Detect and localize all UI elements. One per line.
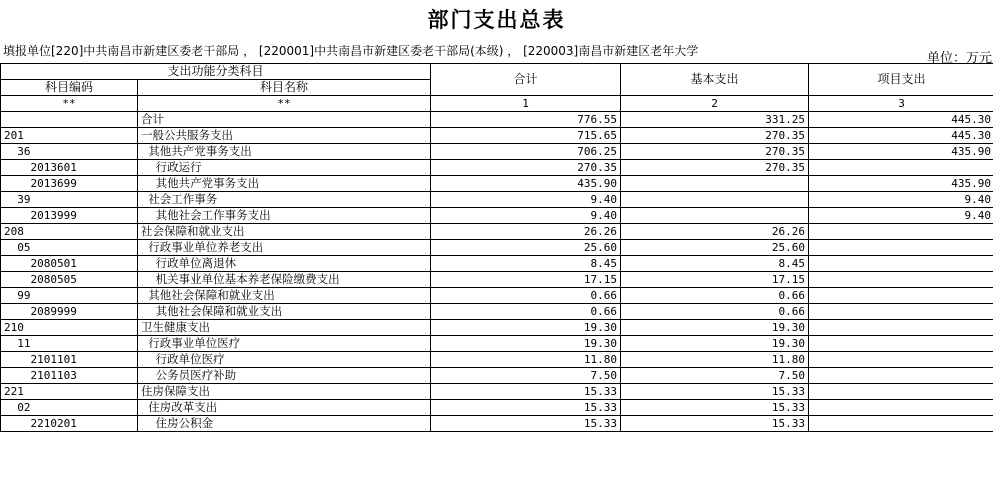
cell-code: 2210201 bbox=[1, 416, 138, 432]
cell-project: 445.30 bbox=[809, 112, 993, 128]
cell-name: 其他社会保障和就业支出 bbox=[138, 304, 431, 320]
cell-total: 270.35 bbox=[431, 160, 621, 176]
cell-code: 208 bbox=[1, 224, 138, 240]
cell-code: 36 bbox=[1, 144, 138, 160]
cell-total: 19.30 bbox=[431, 336, 621, 352]
cell-basic: 331.25 bbox=[621, 112, 809, 128]
cell-name: 公务员医疗补助 bbox=[138, 368, 431, 384]
cell-project: 435.90 bbox=[809, 144, 993, 160]
cell-basic: 25.60 bbox=[621, 240, 809, 256]
cell-total: 15.33 bbox=[431, 384, 621, 400]
cell-total: 9.40 bbox=[431, 192, 621, 208]
filler-unit-line: 填报单位[220]中共南昌市新建区委老干部局 ， [220001]中共南昌市新建区委老干部局(本级) ， [220003]南昌市新建区老年大学 bbox=[3, 44, 699, 58]
cell-total: 8.45 bbox=[431, 256, 621, 272]
cell-name: 机关事业单位基本养老保险缴费支出 bbox=[138, 272, 431, 288]
cell-project bbox=[809, 288, 993, 304]
cell-project bbox=[809, 224, 993, 240]
cell-total: 715.65 bbox=[431, 128, 621, 144]
cell-project: 9.40 bbox=[809, 192, 993, 208]
cell-code: 2089999 bbox=[1, 304, 138, 320]
cell-project bbox=[809, 368, 993, 384]
cell-project bbox=[809, 384, 993, 400]
table-row bbox=[1, 112, 993, 128]
cell-project: 9.40 bbox=[809, 208, 993, 224]
unit-label: 单位：万元 bbox=[927, 51, 993, 66]
cell-code: 99 bbox=[1, 288, 138, 304]
cell-project bbox=[809, 272, 993, 288]
cell-name: 其他共产党事务支出 bbox=[138, 144, 431, 160]
cell-name: 住房公积金 bbox=[138, 416, 431, 432]
table-row bbox=[1, 288, 993, 304]
table-row bbox=[1, 336, 993, 352]
cell-project bbox=[809, 160, 993, 176]
cell-basic: 0.66 bbox=[621, 288, 809, 304]
cell-project bbox=[809, 320, 993, 336]
table-row bbox=[1, 256, 993, 272]
header-row-1 bbox=[1, 64, 993, 80]
table-row bbox=[1, 208, 993, 224]
cell-basic: 15.33 bbox=[621, 384, 809, 400]
header-name: 科目名称 bbox=[138, 80, 431, 96]
cell-code: 2013601 bbox=[1, 160, 138, 176]
cell-code: 05 bbox=[1, 240, 138, 256]
cell-total: 9.40 bbox=[431, 208, 621, 224]
cell-code: 39 bbox=[1, 192, 138, 208]
cell-basic: 270.35 bbox=[621, 160, 809, 176]
cell-name: 社会保障和就业支出 bbox=[138, 224, 431, 240]
cell-project bbox=[809, 400, 993, 416]
cell-name: 一般公共服务支出 bbox=[138, 128, 431, 144]
table-row bbox=[1, 304, 993, 320]
cell-total: 776.55 bbox=[431, 112, 621, 128]
cell-code: 2080501 bbox=[1, 256, 138, 272]
header-code: 科目编码 bbox=[1, 80, 138, 96]
table-row bbox=[1, 320, 993, 336]
table-row bbox=[1, 368, 993, 384]
cell-name: 卫生健康支出 bbox=[138, 320, 431, 336]
cell-basic: 19.30 bbox=[621, 320, 809, 336]
cell-code: 2013699 bbox=[1, 176, 138, 192]
cell-project bbox=[809, 416, 993, 432]
index-project: 3 bbox=[809, 96, 993, 112]
cell-name: 行政单位离退休 bbox=[138, 256, 431, 272]
cell-total: 19.30 bbox=[431, 320, 621, 336]
cell-basic bbox=[621, 192, 809, 208]
cell-project: 435.90 bbox=[809, 176, 993, 192]
cell-basic: 15.33 bbox=[621, 416, 809, 432]
cell-name: 合计 bbox=[138, 112, 431, 128]
cell-name: 行政运行 bbox=[138, 160, 431, 176]
cell-total: 11.80 bbox=[431, 352, 621, 368]
index-basic: 2 bbox=[621, 96, 809, 112]
cell-code: 11 bbox=[1, 336, 138, 352]
table-row bbox=[1, 416, 993, 432]
cell-total: 7.50 bbox=[431, 368, 621, 384]
cell-total: 0.66 bbox=[431, 304, 621, 320]
cell-name: 其他社会保障和就业支出 bbox=[138, 288, 431, 304]
table-row bbox=[1, 192, 993, 208]
cell-total: 0.66 bbox=[431, 288, 621, 304]
cell-code: 2013999 bbox=[1, 208, 138, 224]
page-title: 部门支出总表 bbox=[427, 7, 566, 32]
cell-name: 行政事业单位养老支出 bbox=[138, 240, 431, 256]
cell-project bbox=[809, 352, 993, 368]
cell-project bbox=[809, 304, 993, 320]
cell-basic: 26.26 bbox=[621, 224, 809, 240]
cell-code: 02 bbox=[1, 400, 138, 416]
table-row bbox=[1, 224, 993, 240]
index-row bbox=[1, 96, 993, 112]
cell-code: 2101101 bbox=[1, 352, 138, 368]
cell-basic: 0.66 bbox=[621, 304, 809, 320]
table-row bbox=[1, 272, 993, 288]
cell-basic: 19.30 bbox=[621, 336, 809, 352]
cell-total: 15.33 bbox=[431, 400, 621, 416]
cell-code: 201 bbox=[1, 128, 138, 144]
cell-name: 行政单位医疗 bbox=[138, 352, 431, 368]
cell-project bbox=[809, 336, 993, 352]
cell-total: 17.15 bbox=[431, 272, 621, 288]
cell-name: 住房改革支出 bbox=[138, 400, 431, 416]
cell-code: 221 bbox=[1, 384, 138, 400]
header-basic: 基本支出 bbox=[621, 64, 809, 96]
cell-total: 26.26 bbox=[431, 224, 621, 240]
cell-name: 其他社会工作事务支出 bbox=[138, 208, 431, 224]
index-name: ** bbox=[138, 96, 431, 112]
table-row bbox=[1, 176, 993, 192]
cell-code: 2080505 bbox=[1, 272, 138, 288]
cell-total: 706.25 bbox=[431, 144, 621, 160]
cell-name: 住房保障支出 bbox=[138, 384, 431, 400]
header-total: 合计 bbox=[431, 64, 621, 96]
cell-basic: 7.50 bbox=[621, 368, 809, 384]
cell-total: 15.33 bbox=[431, 416, 621, 432]
header-project: 项目支出 bbox=[809, 64, 993, 96]
index-total: 1 bbox=[431, 96, 621, 112]
table-row bbox=[1, 384, 993, 400]
table-row bbox=[1, 352, 993, 368]
cell-code bbox=[1, 112, 138, 128]
cell-basic: 8.45 bbox=[621, 256, 809, 272]
table-row bbox=[1, 160, 993, 176]
cell-name: 行政事业单位医疗 bbox=[138, 336, 431, 352]
cell-total: 435.90 bbox=[431, 176, 621, 192]
cell-code: 2101103 bbox=[1, 368, 138, 384]
table-row bbox=[1, 400, 993, 416]
table-row bbox=[1, 144, 993, 160]
expenditure-table bbox=[0, 63, 993, 432]
cell-total: 25.60 bbox=[431, 240, 621, 256]
cell-project bbox=[809, 256, 993, 272]
table-row bbox=[1, 128, 993, 144]
cell-code: 210 bbox=[1, 320, 138, 336]
cell-basic: 270.35 bbox=[621, 128, 809, 144]
cell-basic: 17.15 bbox=[621, 272, 809, 288]
cell-basic bbox=[621, 208, 809, 224]
cell-basic bbox=[621, 176, 809, 192]
cell-name: 其他共产党事务支出 bbox=[138, 176, 431, 192]
cell-basic: 11.80 bbox=[621, 352, 809, 368]
cell-project bbox=[809, 240, 993, 256]
header-group: 支出功能分类科目 bbox=[1, 64, 431, 80]
cell-basic: 270.35 bbox=[621, 144, 809, 160]
index-code: ** bbox=[1, 96, 138, 112]
table-row bbox=[1, 240, 993, 256]
cell-basic: 15.33 bbox=[621, 400, 809, 416]
cell-name: 社会工作事务 bbox=[138, 192, 431, 208]
cell-project: 445.30 bbox=[809, 128, 993, 144]
